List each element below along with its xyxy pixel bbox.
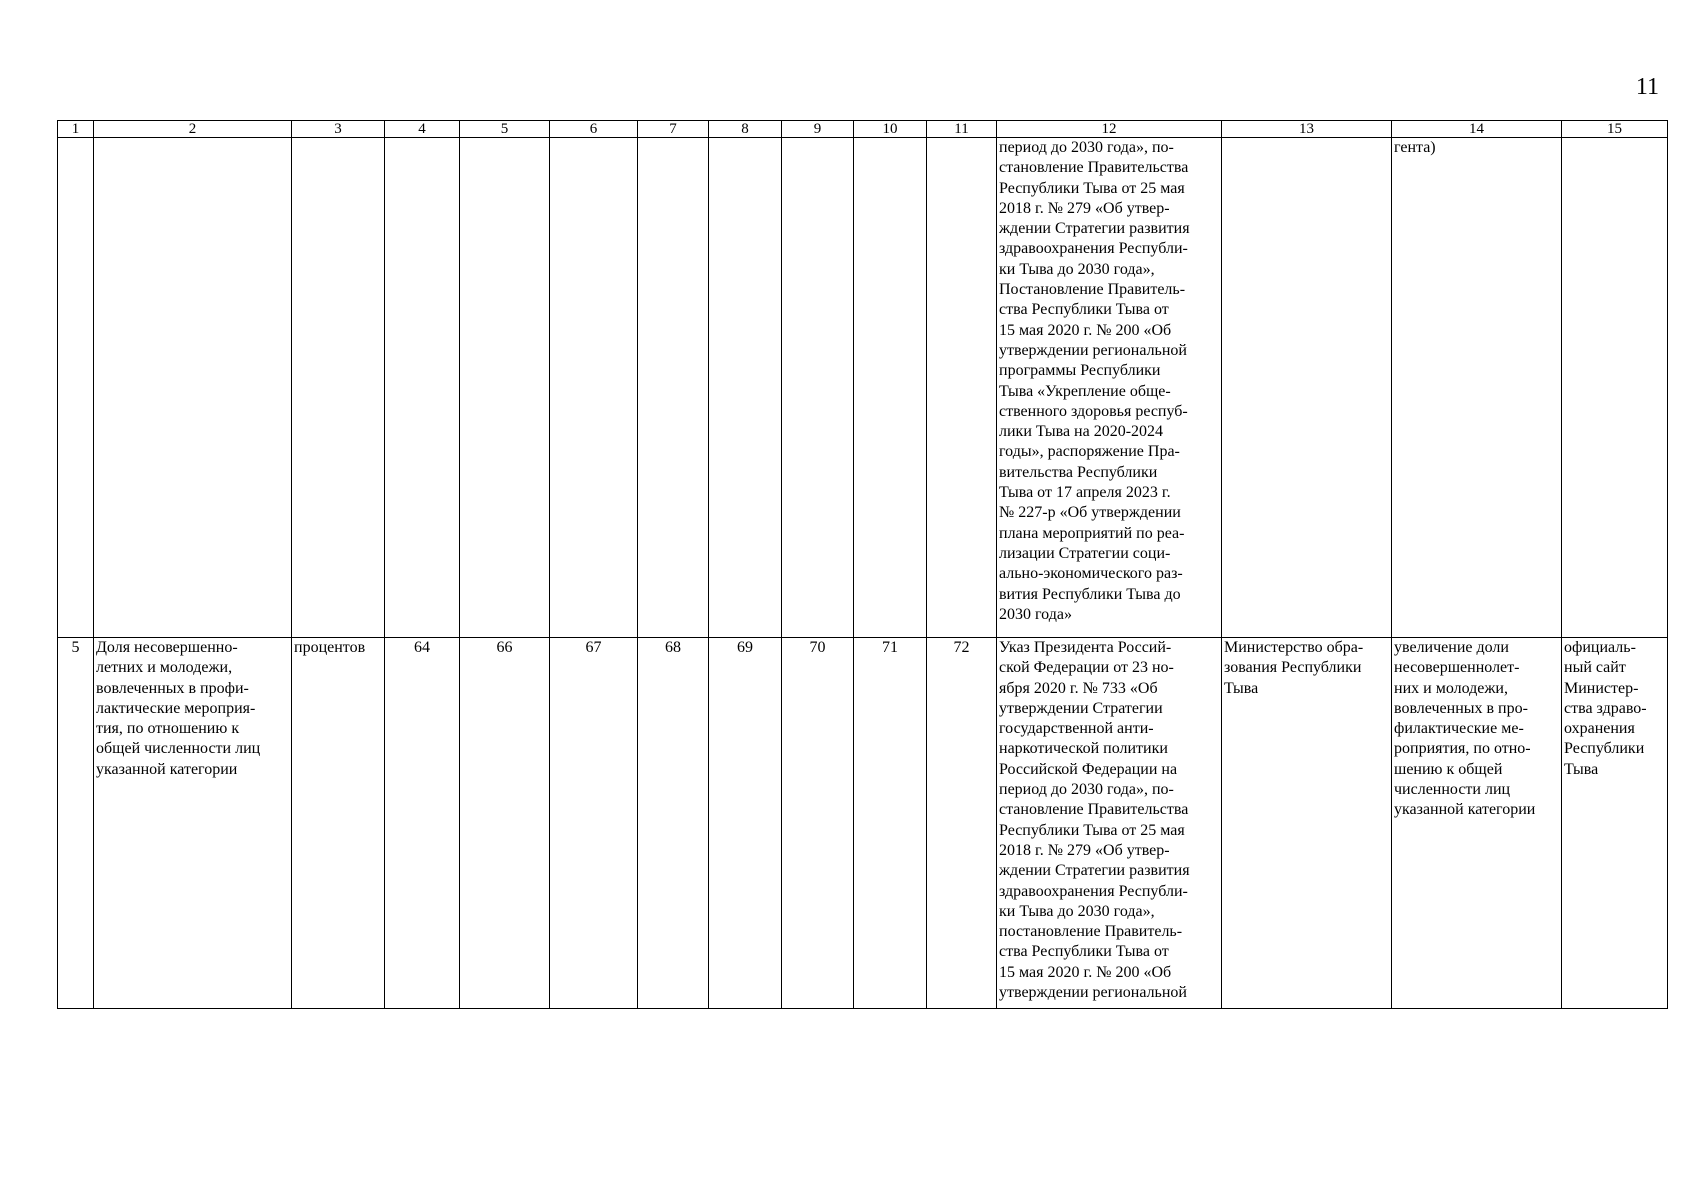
table-cell: [1222, 138, 1392, 638]
responsible-cell: Министерство обра- зования Республики Тыва: [1222, 638, 1392, 1009]
table-cell: [782, 138, 854, 638]
page-number: 11: [1635, 74, 1659, 100]
table-cell: [460, 138, 550, 638]
column-header: 8: [709, 121, 782, 138]
column-header: 5: [460, 121, 550, 138]
column-header: 1: [58, 121, 94, 138]
column-header: 9: [782, 121, 854, 138]
table-row: [58, 638, 1668, 1009]
table-cell: [638, 138, 709, 638]
column-header: 3: [292, 121, 385, 138]
legal-basis-cell: период до 2030 года», по- становление Правительства Республики Тыва от 25 мая 2018 г. № 279 «Об утвер- ждении Стратегии развития здравоохранения Республи- ки Тыва до 2030 года», Постановление Правитель- ства Республики Тыва от 15 мая 2020 г. № 200 «Об утверждении региональной программы Республики Тыва «Укрепление обще- ственного здоровья респуб- лики Тыва на 2020-2024 годы», распоряжение Пра- вительства Республики Тыва от 17 апреля 2023 г. № 227-р «Об утверждении плана мероприятий по реа- лизации Стратегии соци- ально-экономического раз- вития Республики Тыва до 2030 года»: [997, 138, 1222, 638]
source-cell: официаль- ный сайт Министер- ства здраво- охранения Республики Тыва: [1562, 638, 1668, 1009]
table-cell: [94, 138, 292, 638]
table-cell: [385, 138, 460, 638]
column-header: 6: [550, 121, 638, 138]
table-cell: [58, 138, 94, 638]
expected-result-cell: гента): [1392, 138, 1562, 638]
table-cell: [1562, 138, 1668, 638]
column-header: 13: [1222, 121, 1392, 138]
table-cell: [854, 138, 927, 638]
column-number-row: [58, 121, 1668, 138]
column-header: 15: [1562, 121, 1668, 138]
table-row-continuation: [58, 138, 1668, 638]
value-cell: 67: [550, 638, 638, 1009]
value-cell: 71: [854, 638, 927, 1009]
value-cell: 64: [385, 638, 460, 1009]
table-cell: [709, 138, 782, 638]
column-header: 2: [94, 121, 292, 138]
unit-cell: процентов: [292, 638, 385, 1009]
column-header: 12: [997, 121, 1222, 138]
table-cell: [550, 138, 638, 638]
table-cell: [292, 138, 385, 638]
column-header: 11: [927, 121, 997, 138]
value-cell: 72: [927, 638, 997, 1009]
expected-result-cell: увеличение доли несовершеннолет- них и молодежи, вовлеченных в про- филактические ме- роприятия, по отно- шению к общей численности лиц указанной категории: [1392, 638, 1562, 1009]
value-cell: 66: [460, 638, 550, 1009]
column-header: 10: [854, 121, 927, 138]
legal-basis-cell: Указ Президента Россий- ской Федерации от 23 но- ября 2020 г. № 733 «Об утверждении Стратегии государственной анти- наркотической политики Российской Федерации на период до 2030 года», по- становление Правительства Республики Тыва от 25 мая 2018 г. № 279 «Об утвер- ждении Стратегии развития здравоохранения Республи- ки Тыва до 2030 года», постановление Правитель- ства Республики Тыва от 15 мая 2020 г. № 200 «Об утверждении региональной: [997, 638, 1222, 1009]
value-cell: 68: [638, 638, 709, 1009]
column-header: 14: [1392, 121, 1562, 138]
table-cell: [927, 138, 997, 638]
value-cell: 69: [709, 638, 782, 1009]
column-header: 7: [638, 121, 709, 138]
column-header: 4: [385, 121, 460, 138]
row-number-cell: 5: [58, 638, 94, 1009]
data-table: [57, 120, 1668, 1009]
value-cell: 70: [782, 638, 854, 1009]
indicator-name-cell: Доля несовершенно- летних и молодежи, вовлеченных в профи- лактические мероприя- тия, по отношению к общей численности лиц указанной категории: [94, 638, 292, 1009]
